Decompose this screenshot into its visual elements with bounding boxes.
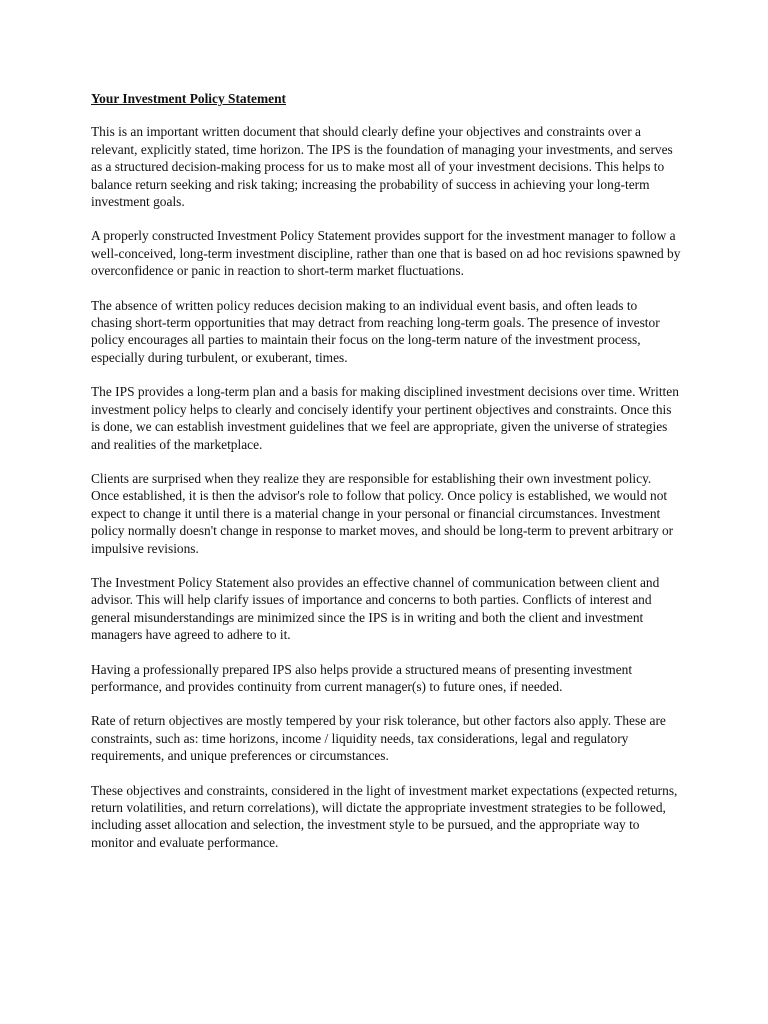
paragraph-ips-support: A properly constructed Investment Policy Statement provides support for the investment manager to follow a well-conceived, long-term investment discipline, rather than one that is based on ad hoc revisions spawned by overconfidence or panic in reaction to short-term market fluctuations. [91, 228, 681, 279]
document-title: Your Investment Policy Statement [91, 91, 287, 106]
paragraph-performance: Having a professionally prepared IPS also helps provide a structured means of presenting investment performance, and provides continuity from current manager(s) to future ones, if needed. [91, 661, 633, 694]
paragraph-client-responsibility: Clients are surprised when they realize they are responsible for establishing their own investment policy. Once established, it is then the advisor's role to follow that policy. Once policy is established, we would not expect to change it until there is a material change in your personal or financial circumstances. Investment policy normally doesn't change in response to market moves, and should be long-term to prevent arbitrary or impulsive revisions. [91, 470, 674, 556]
paragraph-communication: The Investment Policy Statement also provides an effective channel of communication between client and advisor. This will help clarify issues of importance and concerns to both parties. Conflicts of interest and general misunderstandings are minimized since the IPS is in writing and both the client and investment managers have agreed to adhere to it. [91, 574, 660, 643]
paragraph-absence-of-policy: The absence of written policy reduces decision making to an individual event basis, and often leads to chasing short-term opportunities that may detract from reaching long-term goals. The presence of investor policy encourages all parties to maintain their focus on the long-term nature of the investment process, especially during turbulent, or exuberant, times. [91, 297, 660, 365]
paragraph-return-objectives: Rate of return objectives are mostly tempered by your risk tolerance, but other factors also apply. These are constraints, such as: time horizons, income / liquidity needs, tax considerations, legal and regulatory requirements, and unique preferences or circumstances. [91, 713, 666, 764]
document-page [91, 90, 681, 868]
paragraph-ips-definition: This is an important written document that should clearly define your objectives and constraints over a relevant, explicitly stated, time horizon. The IPS is the foundation of managing your investments, and serves as a structured decision-making process for us to make most all of your investment decisions. This helps to balance return seeking and risk taking; increasing the probability of success in achieving your long-term investment goals. [91, 124, 673, 210]
paragraph-strategy: These objectives and constraints, considered in the light of investment market expectations (expected returns, return volatilities, and return correlations), will dictate the appropriate investment strategies to be followed, including asset allocation and selection, the investment style to be pursued, and the appropriate way to monitor and evaluate performance. [91, 782, 678, 850]
paragraph-long-term-plan: The IPS provides a long-term plan and a basis for making disciplined investment decisions over time. Written investment policy helps to clearly and concisely identify your pertinent objectives and constraints. Once this is done, we can establish investment guidelines that we feel are appropriate, given the universe of strategies and realities of the marketplace. [91, 384, 679, 452]
